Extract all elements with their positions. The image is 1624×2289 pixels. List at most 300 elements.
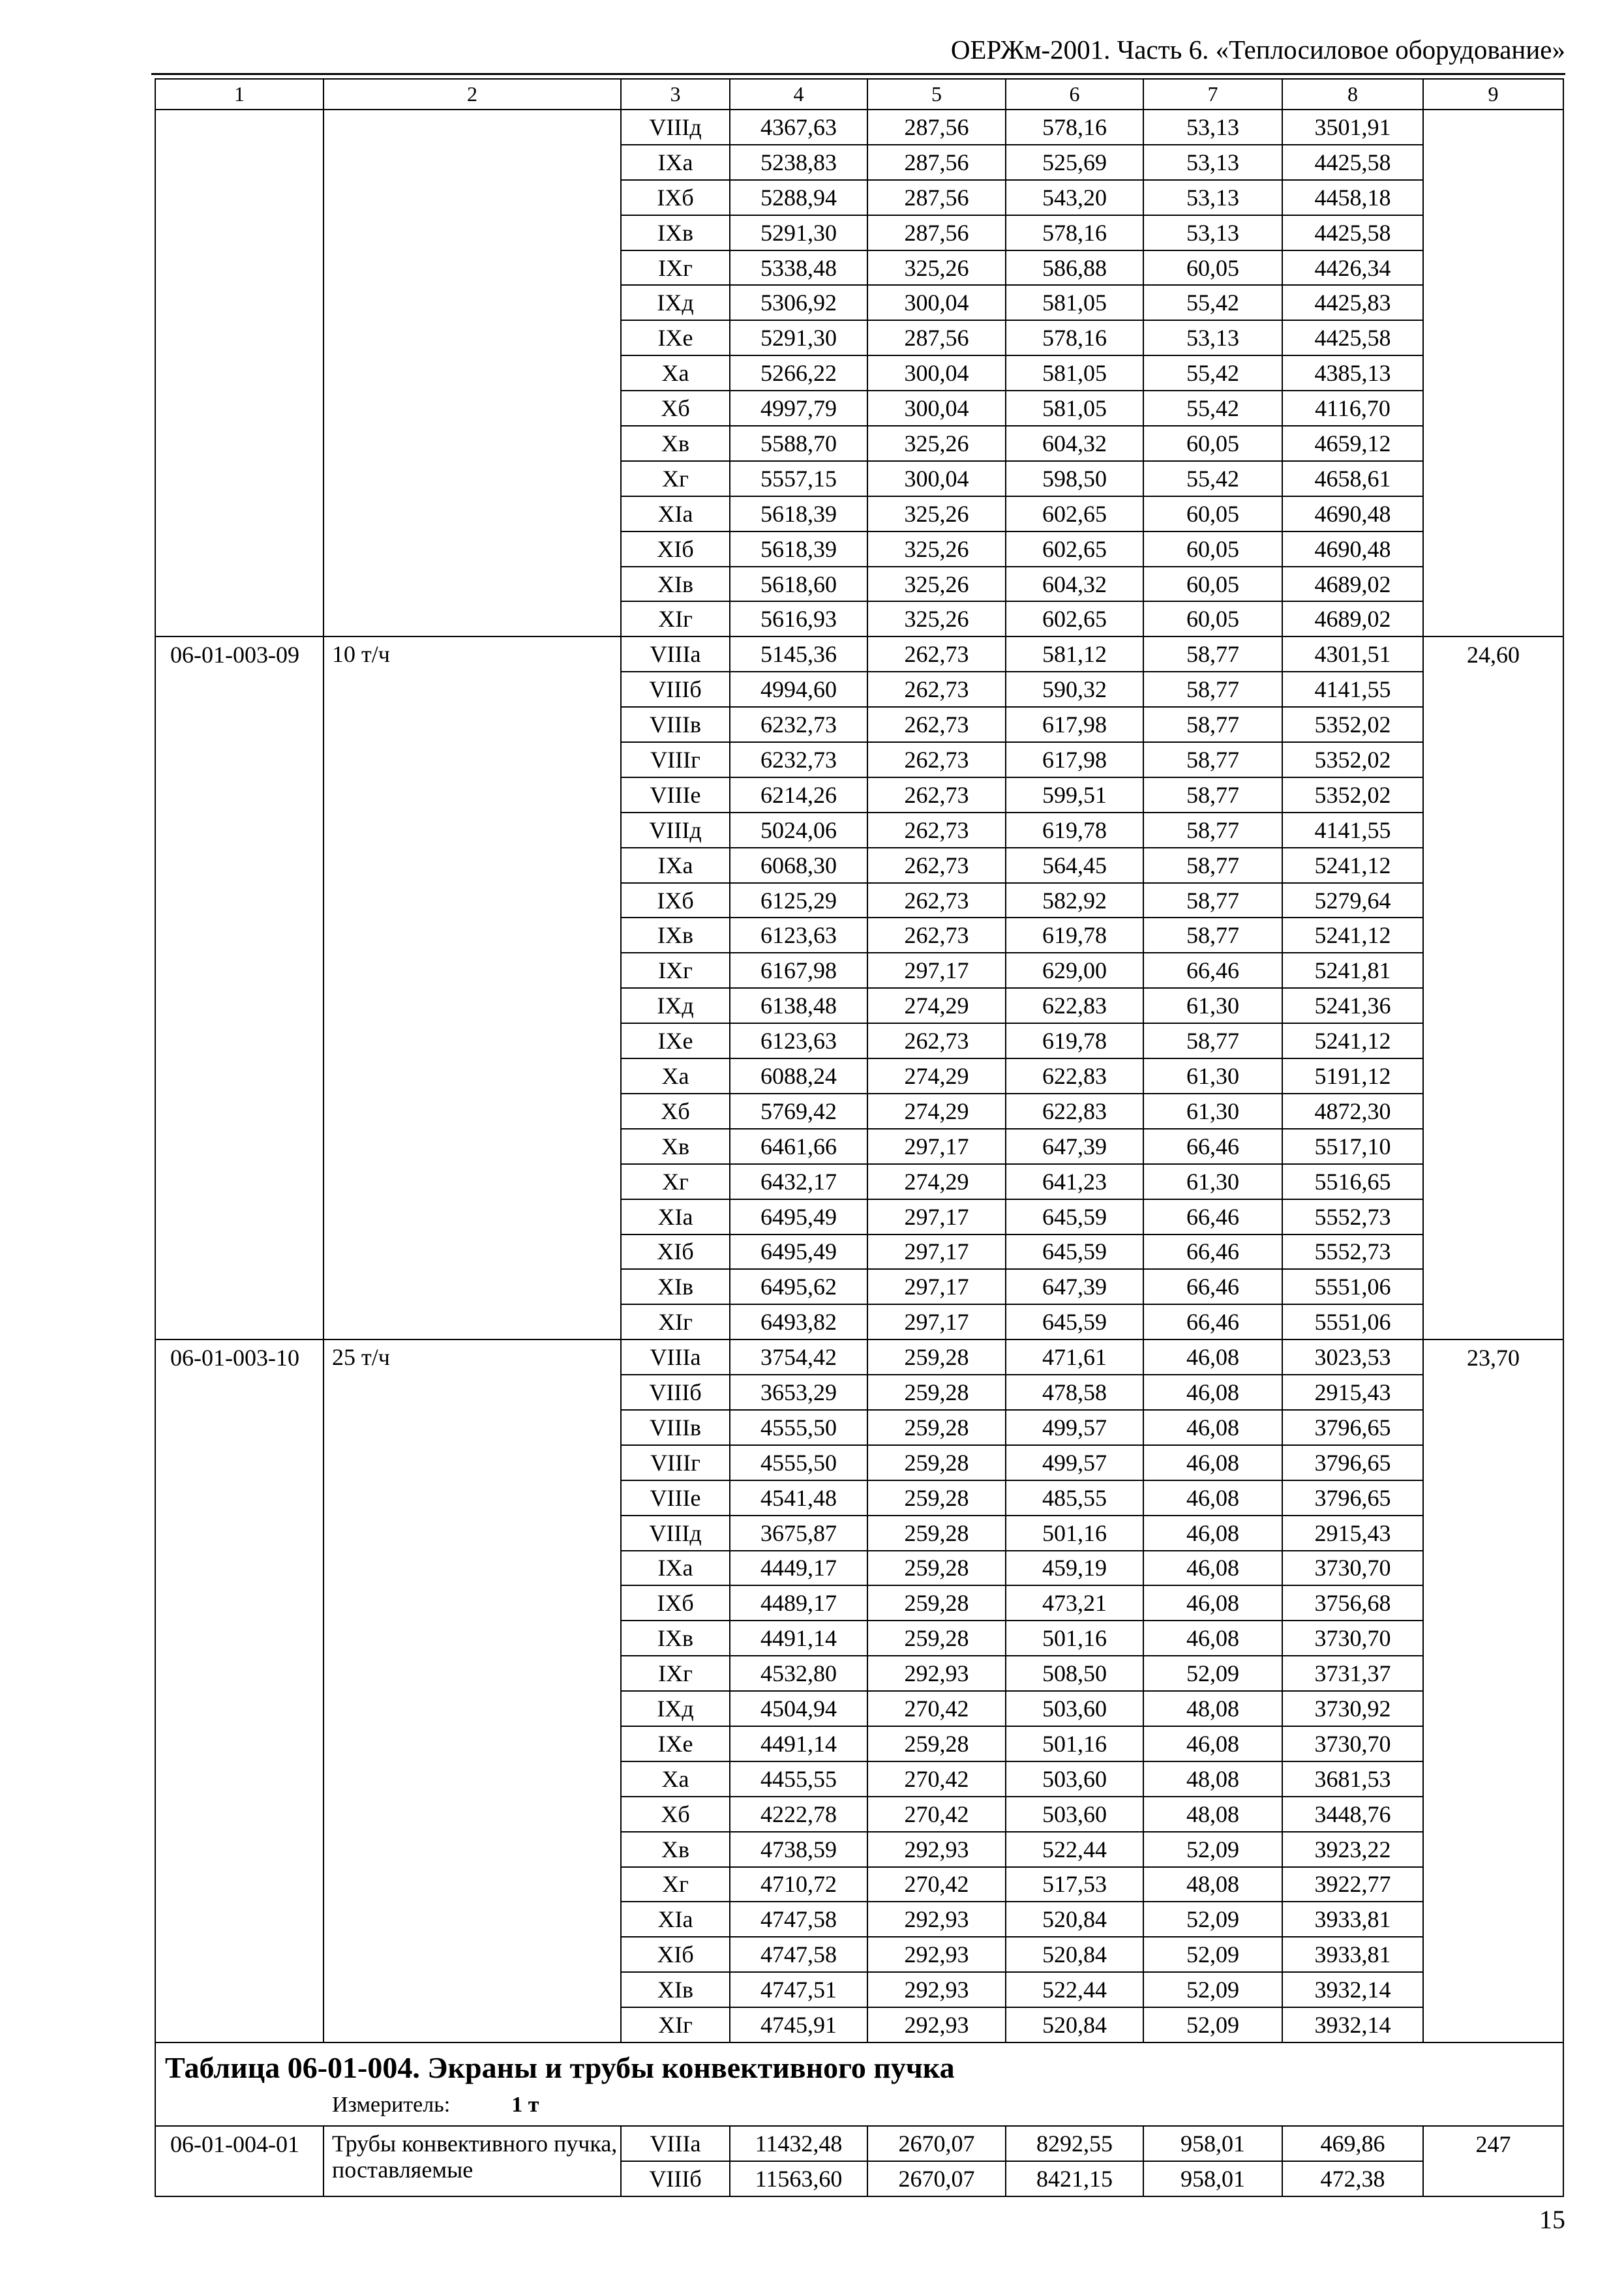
total-cost: 6232,73 [730, 742, 867, 777]
operator-wages: 58,77 [1143, 672, 1282, 707]
machine-cost: 602,65 [1006, 496, 1143, 531]
header-rule [151, 73, 1565, 75]
price-class: Xв [621, 1129, 730, 1164]
price-class: XIа [621, 496, 730, 531]
materials-cost: 5279,64 [1282, 883, 1423, 918]
column-number: 6 [1006, 79, 1143, 110]
machine-cost: 602,65 [1006, 601, 1143, 636]
operator-wages: 52,09 [1143, 1937, 1282, 1972]
operator-wages: 52,09 [1143, 1972, 1282, 2007]
price-class: IXд [621, 1691, 730, 1726]
total-cost: 6214,26 [730, 777, 867, 813]
machine-cost: 485,55 [1006, 1480, 1143, 1516]
machine-cost: 645,59 [1006, 1234, 1143, 1270]
rate-code: 06-01-004-01 [155, 2126, 323, 2196]
column-number: 4 [730, 79, 867, 110]
materials-cost: 4116,70 [1282, 391, 1423, 426]
operator-wages: 48,08 [1143, 1867, 1282, 1902]
operator-wages: 52,09 [1143, 1902, 1282, 1937]
price-class: VIIIв [621, 707, 730, 742]
wages-cost: 287,56 [867, 110, 1006, 145]
operator-wages: 58,77 [1143, 636, 1282, 672]
wages-cost: 259,28 [867, 1516, 1006, 1551]
machine-cost: 581,05 [1006, 285, 1143, 320]
rate-code [155, 110, 323, 636]
price-class: IXб [621, 883, 730, 918]
total-cost: 3754,42 [730, 1339, 867, 1375]
wages-cost: 259,28 [867, 1375, 1006, 1410]
machine-cost: 602,65 [1006, 531, 1143, 567]
price-class: IXа [621, 848, 730, 883]
materials-cost: 4690,48 [1282, 496, 1423, 531]
materials-cost: 5352,02 [1282, 742, 1423, 777]
materials-cost: 5551,06 [1282, 1269, 1423, 1304]
operator-wages: 46,08 [1143, 1445, 1282, 1480]
total-cost: 6068,30 [730, 848, 867, 883]
operator-wages: 958,01 [1143, 2161, 1282, 2196]
column-number-row [155, 79, 1563, 110]
operator-wages: 60,05 [1143, 496, 1282, 531]
price-class: Xа [621, 355, 730, 391]
price-class: IXг [621, 1656, 730, 1691]
column-number: 9 [1423, 79, 1563, 110]
wages-cost: 259,28 [867, 1339, 1006, 1375]
price-class: IXе [621, 1023, 730, 1058]
materials-cost: 5241,36 [1282, 988, 1423, 1023]
materials-cost: 3681,53 [1282, 1761, 1423, 1797]
wages-cost: 259,28 [867, 1410, 1006, 1445]
materials-cost: 2915,43 [1282, 1375, 1423, 1410]
wages-cost: 297,17 [867, 953, 1006, 988]
materials-cost: 4426,34 [1282, 250, 1423, 286]
wages-cost: 325,26 [867, 426, 1006, 461]
materials-cost: 3923,22 [1282, 1832, 1423, 1867]
price-class: XIв [621, 567, 730, 602]
operator-wages: 55,42 [1143, 355, 1282, 391]
operator-wages: 48,08 [1143, 1761, 1282, 1797]
running-header: ОЕРЖм-2001. Часть 6. «Теплосиловое оборудование» [950, 35, 1565, 65]
machine-cost: 522,44 [1006, 1972, 1143, 2007]
price-class: XIб [621, 531, 730, 567]
total-cost: 5769,42 [730, 1094, 867, 1129]
total-cost: 4747,58 [730, 1902, 867, 1937]
wages-cost: 297,17 [867, 1304, 1006, 1339]
machine-cost: 503,60 [1006, 1761, 1143, 1797]
machine-cost: 645,59 [1006, 1199, 1143, 1234]
operator-wages: 58,77 [1143, 777, 1282, 813]
materials-cost: 4458,18 [1282, 180, 1423, 215]
machine-cost: 520,84 [1006, 2007, 1143, 2042]
machine-cost: 582,92 [1006, 883, 1143, 918]
wages-cost: 270,42 [867, 1761, 1006, 1797]
price-class: VIIIа [621, 636, 730, 672]
materials-cost: 4872,30 [1282, 1094, 1423, 1129]
total-cost: 4504,94 [730, 1691, 867, 1726]
price-class: IXа [621, 1551, 730, 1586]
machine-cost: 459,19 [1006, 1551, 1143, 1586]
table-row [155, 1339, 1563, 1375]
operator-wages: 958,01 [1143, 2126, 1282, 2161]
total-cost: 4738,59 [730, 1832, 867, 1867]
price-class: XIб [621, 1234, 730, 1270]
wages-cost: 292,93 [867, 1902, 1006, 1937]
materials-cost: 4385,13 [1282, 355, 1423, 391]
total-cost: 4541,48 [730, 1480, 867, 1516]
price-class: IXв [621, 215, 730, 250]
wages-cost: 262,73 [867, 918, 1006, 953]
item-name: 25 т/ч [323, 1339, 621, 2042]
wages-cost: 300,04 [867, 355, 1006, 391]
wages-cost: 274,29 [867, 1058, 1006, 1094]
materials-cost: 2915,43 [1282, 1516, 1423, 1551]
item-name: Трубы конвективного пучка, поставляемые [323, 2126, 621, 2196]
materials-cost: 4301,51 [1282, 636, 1423, 672]
total-cost: 6461,66 [730, 1129, 867, 1164]
wages-cost: 287,56 [867, 145, 1006, 180]
price-class: IXд [621, 988, 730, 1023]
column-number: 1 [155, 79, 323, 110]
operator-wages: 61,30 [1143, 1164, 1282, 1199]
machine-cost: 586,88 [1006, 250, 1143, 286]
measure-label: Измеритель: [332, 2092, 451, 2117]
page-number: 15 [1539, 2205, 1565, 2234]
total-cost: 6493,82 [730, 1304, 867, 1339]
price-class: IXе [621, 1726, 730, 1761]
materials-cost: 3448,76 [1282, 1797, 1423, 1832]
machine-cost: 8421,15 [1006, 2161, 1143, 2196]
machine-cost: 590,32 [1006, 672, 1143, 707]
total-cost: 6495,49 [730, 1199, 867, 1234]
measure-unit: 1 т [511, 2092, 539, 2117]
price-class: IXв [621, 918, 730, 953]
machine-cost: 581,05 [1006, 391, 1143, 426]
operator-wages: 60,05 [1143, 426, 1282, 461]
materials-cost: 4689,02 [1282, 601, 1423, 636]
price-class: IXб [621, 180, 730, 215]
materials-cost: 3730,70 [1282, 1621, 1423, 1656]
price-class: Xв [621, 426, 730, 461]
machine-cost: 478,58 [1006, 1375, 1143, 1410]
price-class: IXд [621, 285, 730, 320]
machine-cost: 578,16 [1006, 320, 1143, 355]
wages-cost: 292,93 [867, 2007, 1006, 2042]
machine-cost: 578,16 [1006, 110, 1143, 145]
price-class: VIIIб [621, 672, 730, 707]
wages-cost: 274,29 [867, 1164, 1006, 1199]
wages-cost: 259,28 [867, 1445, 1006, 1480]
materials-cost: 5241,81 [1282, 953, 1423, 988]
column-number: 2 [323, 79, 621, 110]
price-class: VIIIб [621, 1375, 730, 1410]
wages-cost: 300,04 [867, 285, 1006, 320]
wages-cost: 2670,07 [867, 2126, 1006, 2161]
machine-cost: 501,16 [1006, 1621, 1143, 1656]
total-cost: 4491,14 [730, 1621, 867, 1656]
labor-norm: 24,60 [1423, 636, 1563, 1339]
total-cost: 4747,51 [730, 1972, 867, 2007]
machine-cost: 581,12 [1006, 636, 1143, 672]
operator-wages: 46,08 [1143, 1516, 1282, 1551]
materials-cost: 5516,65 [1282, 1164, 1423, 1199]
machine-cost: 520,84 [1006, 1937, 1143, 1972]
wages-cost: 262,73 [867, 777, 1006, 813]
wages-cost: 325,26 [867, 250, 1006, 286]
machine-cost: 522,44 [1006, 1832, 1143, 1867]
materials-cost: 3932,14 [1282, 2007, 1423, 2042]
operator-wages: 58,77 [1143, 848, 1282, 883]
materials-cost: 3023,53 [1282, 1339, 1423, 1375]
wages-cost: 325,26 [867, 496, 1006, 531]
total-cost: 4367,63 [730, 110, 867, 145]
operator-wages: 53,13 [1143, 320, 1282, 355]
materials-cost: 4425,83 [1282, 285, 1423, 320]
price-class: VIIIд [621, 813, 730, 848]
machine-cost: 543,20 [1006, 180, 1143, 215]
total-cost: 5618,39 [730, 496, 867, 531]
operator-wages: 46,08 [1143, 1410, 1282, 1445]
machine-cost: 501,16 [1006, 1726, 1143, 1761]
materials-cost: 3796,65 [1282, 1480, 1423, 1516]
wages-cost: 262,73 [867, 883, 1006, 918]
total-cost: 4555,50 [730, 1410, 867, 1445]
materials-cost: 5191,12 [1282, 1058, 1423, 1094]
price-class: XIв [621, 1269, 730, 1304]
machine-cost: 581,05 [1006, 355, 1143, 391]
materials-cost: 4425,58 [1282, 320, 1423, 355]
operator-wages: 48,08 [1143, 1691, 1282, 1726]
total-cost: 6432,17 [730, 1164, 867, 1199]
operator-wages: 58,77 [1143, 742, 1282, 777]
machine-cost: 578,16 [1006, 215, 1143, 250]
total-cost: 5588,70 [730, 426, 867, 461]
operator-wages: 53,13 [1143, 180, 1282, 215]
total-cost: 4491,14 [730, 1726, 867, 1761]
materials-cost: 3933,81 [1282, 1902, 1423, 1937]
wages-cost: 274,29 [867, 988, 1006, 1023]
wages-cost: 270,42 [867, 1691, 1006, 1726]
wages-cost: 262,73 [867, 742, 1006, 777]
total-cost: 4745,91 [730, 2007, 867, 2042]
machine-cost: 501,16 [1006, 1516, 1143, 1551]
column-number: 7 [1143, 79, 1282, 110]
machine-cost: 517,53 [1006, 1867, 1143, 1902]
materials-cost: 3730,70 [1282, 1551, 1423, 1586]
wages-cost: 262,73 [867, 1023, 1006, 1058]
total-cost: 6167,98 [730, 953, 867, 988]
column-number: 8 [1282, 79, 1423, 110]
price-class: XIб [621, 1937, 730, 1972]
machine-cost: 503,60 [1006, 1691, 1143, 1726]
price-class: Xа [621, 1058, 730, 1094]
price-class: Xв [621, 1832, 730, 1867]
price-class: VIIIе [621, 777, 730, 813]
section-heading-row [155, 2042, 1563, 2126]
operator-wages: 61,30 [1143, 988, 1282, 1023]
price-class: VIIIб [621, 2161, 730, 2196]
total-cost: 6138,48 [730, 988, 867, 1023]
machine-cost: 619,78 [1006, 813, 1143, 848]
operator-wages: 46,08 [1143, 1480, 1282, 1516]
operator-wages: 48,08 [1143, 1797, 1282, 1832]
operator-wages: 66,46 [1143, 953, 1282, 988]
machine-cost: 622,83 [1006, 1058, 1143, 1094]
price-class: VIIIг [621, 742, 730, 777]
total-cost: 5306,92 [730, 285, 867, 320]
machine-cost: 622,83 [1006, 988, 1143, 1023]
materials-cost: 3922,77 [1282, 1867, 1423, 1902]
total-cost: 4222,78 [730, 1797, 867, 1832]
section-title: Таблица 06-01-004. Экраны и трубы конвективного пучка [165, 2050, 955, 2084]
operator-wages: 46,08 [1143, 1339, 1282, 1375]
wages-cost: 297,17 [867, 1199, 1006, 1234]
total-cost: 3653,29 [730, 1375, 867, 1410]
materials-cost: 5352,02 [1282, 777, 1423, 813]
price-class: VIIIг [621, 1445, 730, 1480]
total-cost: 5616,93 [730, 601, 867, 636]
operator-wages: 58,77 [1143, 707, 1282, 742]
rate-code: 06-01-003-09 [155, 636, 323, 1339]
price-class: XIг [621, 601, 730, 636]
operator-wages: 46,08 [1143, 1621, 1282, 1656]
machine-cost: 520,84 [1006, 1902, 1143, 1937]
materials-cost: 4690,48 [1282, 531, 1423, 567]
total-cost: 4489,17 [730, 1585, 867, 1621]
machine-cost: 499,57 [1006, 1445, 1143, 1480]
wages-cost: 287,56 [867, 320, 1006, 355]
total-cost: 6232,73 [730, 707, 867, 742]
column-number: 5 [867, 79, 1006, 110]
item-name [323, 110, 621, 636]
wages-cost: 2670,07 [867, 2161, 1006, 2196]
measure-line [165, 2090, 1563, 2120]
operator-wages: 52,09 [1143, 1656, 1282, 1691]
total-cost: 4449,17 [730, 1551, 867, 1586]
total-cost: 4994,60 [730, 672, 867, 707]
materials-cost: 3501,91 [1282, 110, 1423, 145]
materials-cost: 5552,73 [1282, 1234, 1423, 1270]
wages-cost: 270,42 [867, 1867, 1006, 1902]
operator-wages: 58,77 [1143, 813, 1282, 848]
machine-cost: 473,21 [1006, 1585, 1143, 1621]
wages-cost: 297,17 [867, 1129, 1006, 1164]
price-class: XIа [621, 1199, 730, 1234]
price-class: XIв [621, 1972, 730, 2007]
wages-cost: 287,56 [867, 180, 1006, 215]
machine-cost: 647,39 [1006, 1129, 1143, 1164]
materials-cost: 4658,61 [1282, 461, 1423, 496]
operator-wages: 61,30 [1143, 1058, 1282, 1094]
total-cost: 6088,24 [730, 1058, 867, 1094]
total-cost: 6495,62 [730, 1269, 867, 1304]
machine-cost: 617,98 [1006, 742, 1143, 777]
materials-cost: 4141,55 [1282, 813, 1423, 848]
price-class: IXб [621, 1585, 730, 1621]
operator-wages: 46,08 [1143, 1726, 1282, 1761]
materials-cost: 4425,58 [1282, 145, 1423, 180]
price-class: IXа [621, 145, 730, 180]
wages-cost: 292,93 [867, 1832, 1006, 1867]
labor-norm: 23,70 [1423, 1339, 1563, 2042]
materials-cost: 5552,73 [1282, 1199, 1423, 1234]
price-class: IXг [621, 250, 730, 286]
machine-cost: 508,50 [1006, 1656, 1143, 1691]
wages-cost: 259,28 [867, 1621, 1006, 1656]
materials-cost: 3933,81 [1282, 1937, 1423, 1972]
wages-cost: 259,28 [867, 1480, 1006, 1516]
total-cost: 3675,87 [730, 1516, 867, 1551]
total-cost: 5557,15 [730, 461, 867, 496]
machine-cost: 499,57 [1006, 1410, 1143, 1445]
total-cost: 11563,60 [730, 2161, 867, 2196]
operator-wages: 58,77 [1143, 883, 1282, 918]
operator-wages: 60,05 [1143, 250, 1282, 286]
price-class: VIIIа [621, 2126, 730, 2161]
price-class: Xг [621, 1164, 730, 1199]
materials-cost: 5241,12 [1282, 848, 1423, 883]
price-class: IXв [621, 1621, 730, 1656]
table-row [155, 110, 1563, 145]
wages-cost: 262,73 [867, 636, 1006, 672]
total-cost: 5618,60 [730, 567, 867, 602]
operator-wages: 52,09 [1143, 1832, 1282, 1867]
operator-wages: 55,42 [1143, 391, 1282, 426]
total-cost: 5266,22 [730, 355, 867, 391]
materials-cost: 5241,12 [1282, 1023, 1423, 1058]
operator-wages: 53,13 [1143, 110, 1282, 145]
total-cost: 4532,80 [730, 1656, 867, 1691]
machine-cost: 641,23 [1006, 1164, 1143, 1199]
wages-cost: 325,26 [867, 567, 1006, 602]
materials-cost: 3756,68 [1282, 1585, 1423, 1621]
total-cost: 4747,58 [730, 1937, 867, 1972]
materials-cost: 3730,70 [1282, 1726, 1423, 1761]
machine-cost: 8292,55 [1006, 2126, 1143, 2161]
operator-wages: 53,13 [1143, 145, 1282, 180]
operator-wages: 60,05 [1143, 567, 1282, 602]
price-class: XIг [621, 1304, 730, 1339]
total-cost: 5145,36 [730, 636, 867, 672]
wages-cost: 300,04 [867, 461, 1006, 496]
total-cost: 5618,39 [730, 531, 867, 567]
total-cost: 6123,63 [730, 918, 867, 953]
operator-wages: 66,46 [1143, 1129, 1282, 1164]
wages-cost: 262,73 [867, 813, 1006, 848]
materials-cost: 4425,58 [1282, 215, 1423, 250]
materials-cost: 5241,12 [1282, 918, 1423, 953]
machine-cost: 604,32 [1006, 567, 1143, 602]
operator-wages: 66,46 [1143, 1304, 1282, 1339]
wages-cost: 259,28 [867, 1726, 1006, 1761]
labor-norm [1423, 110, 1563, 636]
table-row [155, 636, 1563, 672]
total-cost: 5024,06 [730, 813, 867, 848]
price-class: XIг [621, 2007, 730, 2042]
materials-cost: 4141,55 [1282, 672, 1423, 707]
machine-cost: 471,61 [1006, 1339, 1143, 1375]
labor-norm: 247 [1423, 2126, 1563, 2196]
operator-wages: 55,42 [1143, 461, 1282, 496]
table-row [155, 2126, 1563, 2161]
materials-cost: 3796,65 [1282, 1410, 1423, 1445]
materials-cost: 3796,65 [1282, 1445, 1423, 1480]
materials-cost: 5517,10 [1282, 1129, 1423, 1164]
operator-wages: 46,08 [1143, 1375, 1282, 1410]
total-cost: 5291,30 [730, 215, 867, 250]
total-cost: 6495,49 [730, 1234, 867, 1270]
wages-cost: 262,73 [867, 707, 1006, 742]
total-cost: 4555,50 [730, 1445, 867, 1480]
price-class: IXг [621, 953, 730, 988]
